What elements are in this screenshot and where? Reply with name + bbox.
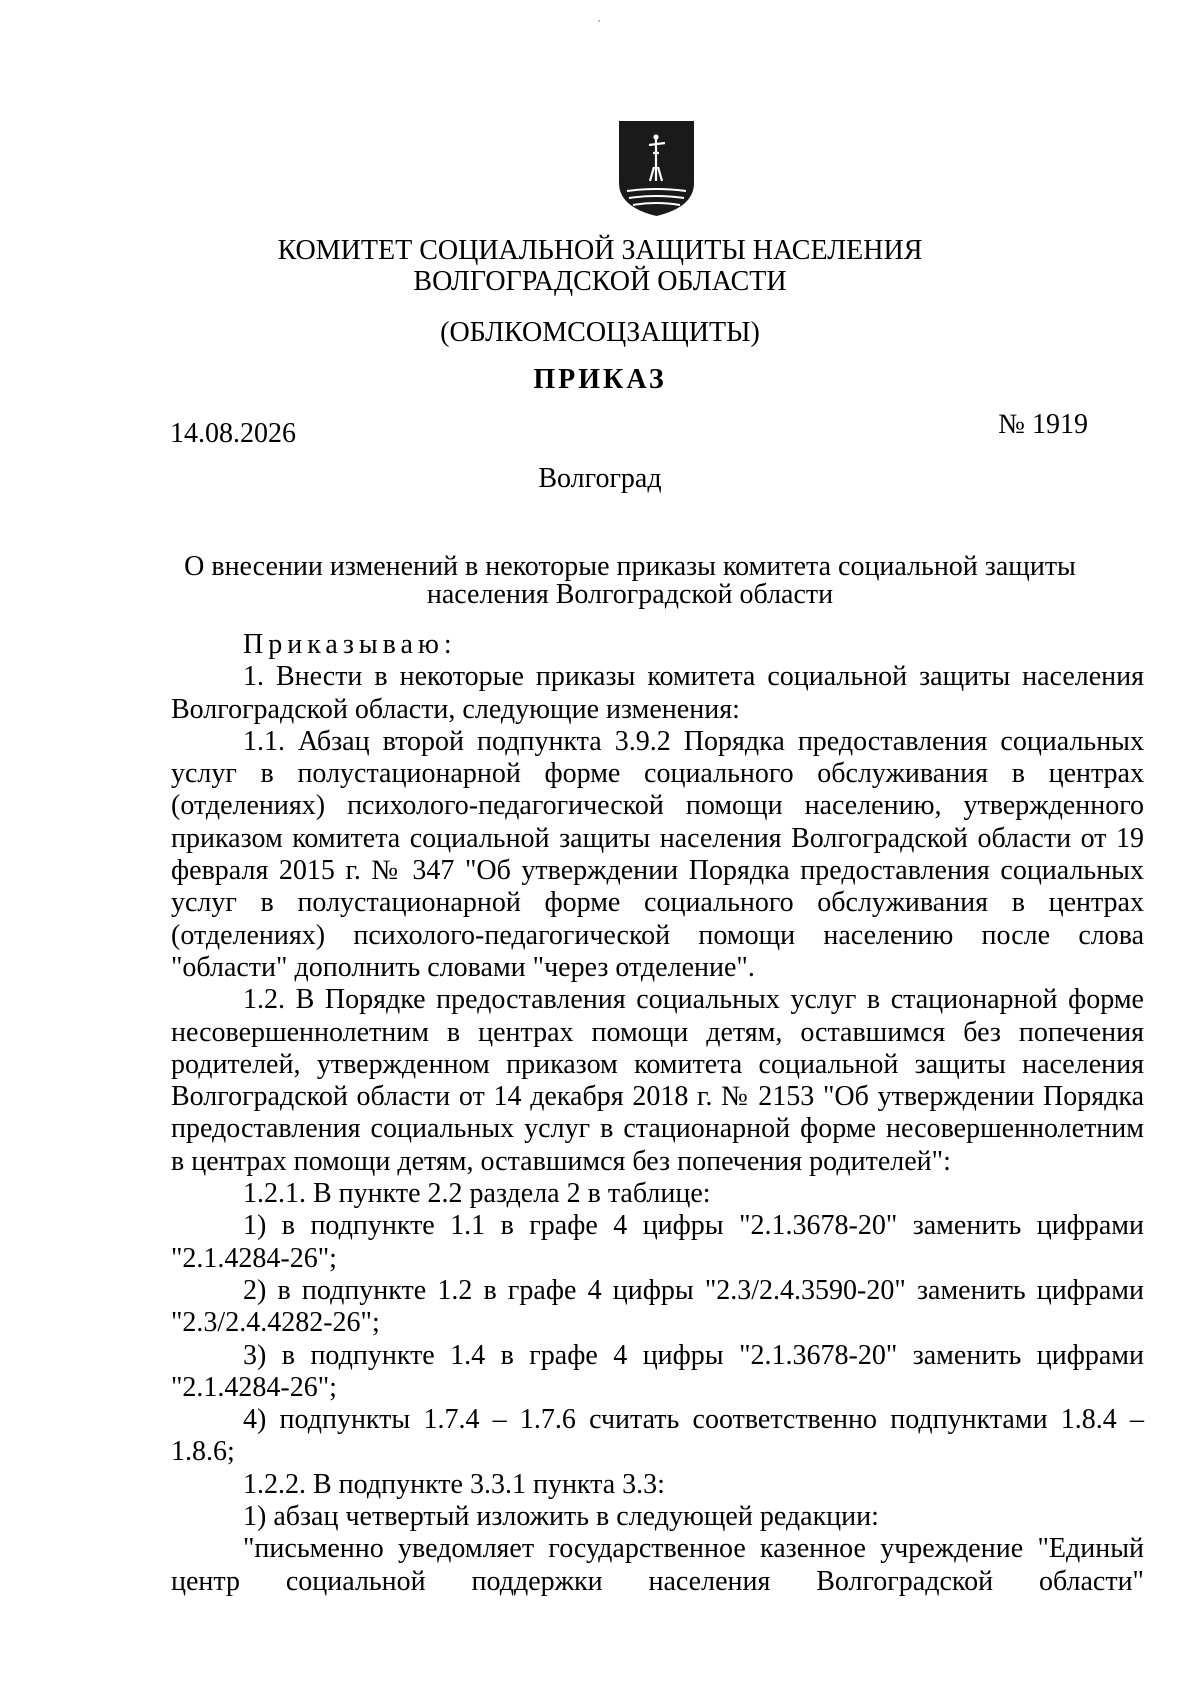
paragraph-1-2-1: 1.2.1. В пункте 2.2 раздела 2 в таблице:	[243, 1178, 711, 1210]
subitem-2: 2) в подпункте 1.2 в графе 4 цифры "2.3/2.4.3590-20" заменить цифрами "2.3/2.4.4282-26";	[171, 1274, 1144, 1339]
quoted-text: "письменно уведомляет государственное казенное учреждение "Единый центр социальной поддержки населения Волгоградской области"	[171, 1533, 1144, 1597]
document-type-title: ПРИКАЗ	[533, 364, 667, 395]
scan-dot	[598, 20, 600, 22]
document-date: 14.08.2026	[170, 418, 296, 449]
paragraph-1-2: 1.2. В Порядке предоставления социальных услуг в стационарной форме несовершеннолетним в центрах помощи детям, оставшимся без попечения родителей, утвержденном приказом комитета социальной защиты населения Волгоградской области от 14 декабря 2018 г. № 2153 "Об утверждении Порядка предоставления социальных услуг в стационарной форме несовершеннолетним в центрах помощи детям, оставшимся без попечения родителей":	[171, 984, 1144, 1177]
subitem-1: 1) в подпункте 1.1 в графе 4 цифры "2.1.3678-20" заменить цифрами "2.1.4284-26";	[171, 1210, 1144, 1274]
subitem-4: 4) подпункты 1.7.4 – 1.7.6 считать соответственно подпунктами 1.8.4 – 1.8.6;	[171, 1404, 1144, 1468]
document-subject	[170, 553, 1090, 609]
subject-line1: О внесении изменений в некоторые приказы комитета социальной защиты	[184, 551, 1076, 582]
order-word: Приказываю:	[243, 629, 457, 660]
organization-abbreviation: (ОБЛКОМСОЦЗАЩИТЫ)	[440, 317, 760, 348]
subject-line2: населения Волгоградской области	[426, 579, 834, 610]
paragraph-1-2-2: 1.2.2. В подпункте 3.3.1 пункта 3.3:	[243, 1468, 665, 1500]
subitem-1-abzac: 1) абзац четвертый изложить в следующей редакции:	[243, 1501, 879, 1533]
paragraph-1-1: 1.1. Абзац второй подпункта 3.9.2 Порядка предоставления социальных услуг в полустационарной форме социального обслуживания в центрах (отделениях) психолого-педагогической помощи населению, утвержденного приказом комитета социальной защиты населения Волгоградской области от 19 февраля 2015 г. № 347 "Об утверждении Порядка предоставления социальных услуг в полустационарной форме социального обслуживания в центрах (отделениях) психолого-педагогической помощи населению после слова "области" дополнить словами "через отделение".	[171, 725, 1144, 983]
subitem-3: 3) в подпункте 1.4 в графе 4 цифры "2.1.3678-20" заменить цифрами "2.1.4284-26";	[171, 1339, 1144, 1403]
document-number: № 1919	[998, 409, 1088, 440]
organization-name-line1: КОМИТЕТ СОЦИАЛЬНОЙ ЗАЩИТЫ НАСЕЛЕНИЯ	[277, 235, 923, 266]
document-city: Волгоград	[538, 463, 662, 494]
organization-name-line2: ВОЛГОГРАДСКОЙ ОБЛАСТИ	[413, 266, 787, 297]
paragraph-1: 1. Внести в некоторые приказы комитета социальной защиты населения Волгоградской области, следующие изменения:	[171, 661, 1144, 725]
document-body	[171, 629, 1144, 1598]
volgograd-emblem-icon	[619, 121, 694, 216]
